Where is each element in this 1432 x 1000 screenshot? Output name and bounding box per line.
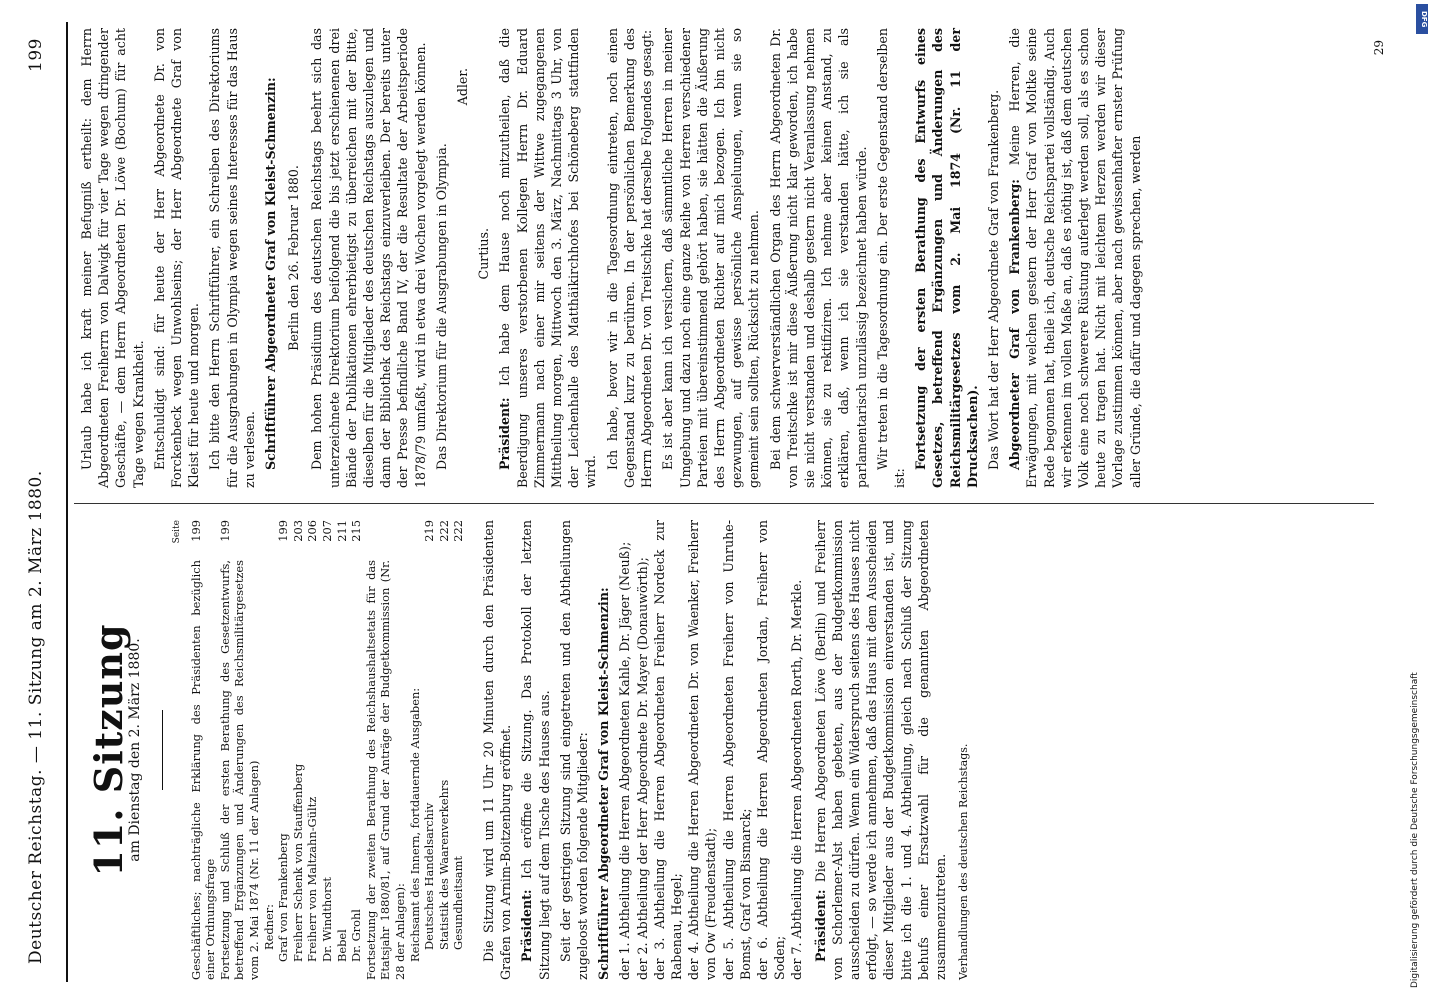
toc-entry-title: Dr. Windthorst <box>319 877 334 962</box>
toc-entry-page <box>364 520 408 552</box>
toc-entry-title: Fortsetzung der zweiten Berathung des Reichshaushaltsetats für das Etatsjahr 1880/81, auf Grund der Anträge der Budgetkommission (Nr. 28 der Anlagen): <box>363 560 407 980</box>
signature-number: 29 <box>1372 40 1386 56</box>
left-column <box>78 520 976 980</box>
list-item: der 2. Abtheilung der Herr Abgeordnete Dr. Mayer (Donauwörth); <box>634 557 650 980</box>
list-item: der 7. Abtheilung die Herren Abgeordneten Rorth, Dr. Merkle. <box>789 579 805 980</box>
toc-entry <box>422 520 437 980</box>
session-title: 11. Sitzung <box>86 623 131 877</box>
right-column <box>78 28 1148 488</box>
speaker-label: Schriftführer Abgeordneter Graf von Kleist-Schmenzin: <box>263 77 279 470</box>
toc-entry <box>305 520 320 980</box>
toc-entry-title: Bebel <box>334 929 349 962</box>
toc-entry-title: Deutsches Handelsarchiv <box>422 802 437 950</box>
speaker-label: Schriftführer Abgeordneter Graf von Kleist-Schmenzin: <box>596 587 612 980</box>
toc-entry-page: 222 <box>436 520 451 542</box>
toc-entry <box>335 520 350 980</box>
toc-entry-title: Geschäftliches; nachträgliche Erklärung des Präsidenten bezüglich einer Ordnungsfrage <box>188 560 218 980</box>
speech-text: Ich eröffne die Sitzung. Das Protokoll der letzten Sitzung liegt auf dem Tische des Hauses aus. <box>519 520 552 980</box>
toc-entry-title: Freiherr von Maltzahn-Gültz <box>305 796 320 962</box>
speech-text: Urlaub habe ich kraft meiner Befugniß ertheilt: dem Herrn Abgeordneten Freiherrn von Dalwigk für vier Tage wegen dringender Geschäfte, — dem Herrn Abgeordneten Dr. Löwe (Bochum) für acht Tage wegen Krankheit. <box>79 28 146 488</box>
toc-entry-title: Redner: <box>261 904 276 950</box>
toc-entry <box>276 520 291 980</box>
toc-entry-page: 199 <box>188 520 203 542</box>
toc-entry-page: 215 <box>349 520 364 542</box>
toc-entry-page: 222 <box>451 520 466 542</box>
toc-entry <box>349 520 364 980</box>
speech-text: Die Herren Abgeordneten Löwe (Berlin) und Freiherr von Schorlemer-Alst haben gebeten, aus der Budgetkommission ausscheiden zu dürfen. Wenn ein Widerspruch seitens des Hauses nicht erfolgt, — so werde ich annehmen, daß das Haus mit dem Ausscheiden dieser Mitglieder aus der Budgetkommission einverstanden ist, und bitte ich die 1. und 4. Abtheilung, gleich nach Schluß der Sitzung behufs einer Ersatzwahl für die genannten Abgeordneten zusammenzutreten. <box>812 520 948 980</box>
speech-text: Meine Herren, die Erwägungen, mit welchen gestern der Herr Graf von Moltke seine Rede begonnen hat, theile ich, deutsche Reichspartei vollständig. Auch wir erkennen im vollen Maße an, daß es nöthig ist, daß dem deutschen Volk eine noch schwerere Rüstung auferlegt werden soll, als es schon heute zu tragen hat. Nicht mit leichtem Herzen werden wir dieser Vorlage zustimmen können, aber nach gewissenhafter ernster Prüfung aller Gründe, die dafür und dagegen sprechen, werden <box>1007 28 1143 488</box>
list-item: der 4. Abtheilung die Herren Abgeordneten Dr. von Waenker, Freiherr von Ow (Freudenstadt); <box>686 520 719 980</box>
toc-entry <box>437 520 452 980</box>
funding-note <box>1408 10 1432 1000</box>
funding-note-text: Digitalisierung gefördert durch die Deutsche Forschungsgemeinschaft <box>1410 672 1420 988</box>
table-of-contents <box>189 520 466 980</box>
toc-entry-page: 206 <box>305 520 320 542</box>
list-item: der 6. Abtheilung die Herren Abgeordneten Jordan, Freiherr von Soden; <box>754 520 788 980</box>
speech-text: Seit der gestrigen Sitzung sind eingetreten und den Abtheilungen zugeloost worden folgende Mitglieder: <box>557 520 590 980</box>
toc-entry <box>262 520 277 980</box>
speech-text: Ich habe dem Hause noch mitzutheilen, daß die Beerdigung unseres verstorbenen Kollegen Herrn Dr. Eduard Zimmermann nach einer mir seitens der Wittwe zugegangenen Mittheilung morgen, Mittwoch den 3. März, Nachmittags 3 Uhr, von der Leichenhalle des Matthäikirchhofes bei Schöneberg stattfinden wird. <box>497 28 599 488</box>
letter-place-date: Berlin den 26. Februar 1880. <box>286 165 302 351</box>
toc-entry-title: Fortsetzung und Schluß der ersten Berathung des Gesetzentwurfs, betreffend Ergänzungen und Änderungen des Reichsmilitärgesetzes vom 2. Mai 1874 (Nr. 11 der Anlagen) <box>217 560 261 980</box>
letter-body: Dem hohen Präsidium des deutschen Reichstags beehrt sich das unterzeichnete Direktorium beifolgend die bis jetzt erschienenen drei Bände der Publikationen ehrerbietigst zu überreichen mit der Bitte, dieselben für die Mitglieder des deutschen Reichstags auszulegen und dann der Bibliothek des Reichstags einzuverleiben. Der bereits unter der Presse befindliche Band IV, der die Resultate der Arbeitsperiode 1878/79 umfaßt, wird in etwa drei Wochen vorgelegt werden können. <box>309 28 428 488</box>
toc-entry <box>291 520 306 980</box>
toc-entry-title: Reichsamt des Innern, fortdauernde Ausgaben: <box>407 687 422 962</box>
toc-entry-page: 219 <box>422 520 437 542</box>
list-item: der 3. Abtheilung die Herren Abgeordneten Freiherr Nordeck zur Rabenau, Hegel; <box>651 520 684 980</box>
speech-text: Bei dem schwerverständlichen Organ des Herrn Abgeordneten Dr. von Treitschke ist mir diese Äußerung nicht klar geworden, ich habe sie nicht verstanden und deshalb gestern nicht Veranlassung nehmen können, sie zu rektifiziren. Ich nehme aber keinen Anstand, zu erklären, daß, wenn ich sie verstanden hätte, ich sie als parlamentarisch unzulässig bezeichnet haben würde. <box>767 28 869 488</box>
toc-entry-page: 207 <box>319 520 334 542</box>
speaker-label: Präsident: <box>519 889 535 962</box>
header-rule <box>66 22 68 982</box>
speaker-label: Präsident: <box>812 889 828 962</box>
speaker-label: Präsident: <box>497 397 513 470</box>
toc-entry <box>364 520 408 980</box>
page-number: 199 <box>26 38 46 72</box>
letter-signature-org: Das Direktorium für die Ausgrabungen in Olympia. <box>433 143 449 470</box>
toc-entry-page: 203 <box>290 520 305 542</box>
toc-entry <box>218 520 262 980</box>
column-divider <box>74 503 1374 504</box>
toc-page-label: Seite <box>172 520 183 544</box>
speech-text: Ich habe, bevor wir in die Tagesordnung eintreten, noch einen Gegenstand kurz zu berühren. In der persönlichen Bemerkung des Herrn Abgeordneten Dr. von Treitschke hat derselbe Folgendes gesagt: <box>604 28 655 488</box>
toc-entry-title: Graf von Frankenberg <box>276 833 291 962</box>
toc-entry-title: Statistik des Waarenverkehrs <box>436 779 451 950</box>
member-list <box>616 520 805 980</box>
toc-entry-page <box>262 520 277 552</box>
speech-text: Das Wort hat der Herr Abgeordnete Graf von Frankenberg. <box>985 89 1001 470</box>
running-header: Deutscher Reichstag. — 11. Sitzung am 2. März 1880. <box>26 470 46 964</box>
speech-text: Wir treten in die Tagesordnung ein. Der erste Gegenstand derselben ist: <box>874 28 907 488</box>
speech-text: Entschuldigt sind: für heute der Herr Abgeordnete Dr. von Forckenbeck wegen Unwohlseins; der Herr Abgeordnete Graf von Kleist für heute und morgen. <box>151 28 202 488</box>
quote-text: Es ist aber kann ich versichern, daß sämmtliche Herren in meiner Umgebung und dazu noch eine ganze Reihe von Herren verschiedener Parteien mit übereinstimmend gehört haben, sie hätten die Äußerung des Herrn Abgeordneten Richter auf mich bezogen. Ich bin nicht gezwungen, auf gewisse persönliche Anspielungen, wenn sie so gemeint sein sollten, Rücksicht zu nehmen. <box>660 28 762 488</box>
toc-entry-page: 199 <box>217 520 232 542</box>
toc-entry <box>320 520 335 980</box>
toc-entry-page: 211 <box>334 520 349 542</box>
toc-entry <box>451 520 466 980</box>
session-date: am Dienstag den 2. März 1880. <box>127 638 144 862</box>
agenda-item: Fortsetzung der ersten Berathung des Entwurfs eines Gesetzes, betreffend Ergänzungen und Änderungen des Reichsmilitärgesetzes vom 2. Mai 1874 (Nr. 11 der Drucksachen). <box>913 28 980 488</box>
toc-entry-title: Gesundheitsamt <box>451 856 466 950</box>
opening-paragraph: Die Sitzung wird um 11 Uhr 20 Minuten durch den Präsidenten Grafen von Arnim-Boitzenburg eröffnet. <box>480 520 514 980</box>
title-rule <box>162 710 163 790</box>
toc-entry-title: Dr. Grohl <box>349 909 364 962</box>
list-item: der 1. Abtheilung die Herren Abgeordneten Kahle, Dr. Jäger (Neuß); <box>617 541 633 980</box>
letter-signature: Curtius. <box>476 228 492 280</box>
letter-signature: Adler. <box>455 68 471 106</box>
toc-entry-page <box>408 520 423 552</box>
footer-line: Verhandlungen des deutschen Reichstags. <box>957 743 971 980</box>
toc-entry-page: 199 <box>276 520 291 542</box>
speaker-label: Abgeordneter Graf von Frankenberg: <box>1007 179 1023 470</box>
toc-entry <box>189 520 218 980</box>
speech-text: Ich bitte den Herrn Schriftführer, ein Schreiben des Direktoriums für die Ausgrabungen in Olympia wegen seines Interesses für das Haus zu verlesen. <box>207 28 257 488</box>
toc-entry-title: Freiherr Schenk von Stauffenberg <box>290 763 305 962</box>
dfg-logo: DFG <box>1416 4 1428 34</box>
toc-entry <box>408 520 423 980</box>
list-item: der 5. Abtheilung die Herren Abgeordneten Freiherr von Unruhe-Bomst, Graf von Bismarck; <box>720 520 753 980</box>
